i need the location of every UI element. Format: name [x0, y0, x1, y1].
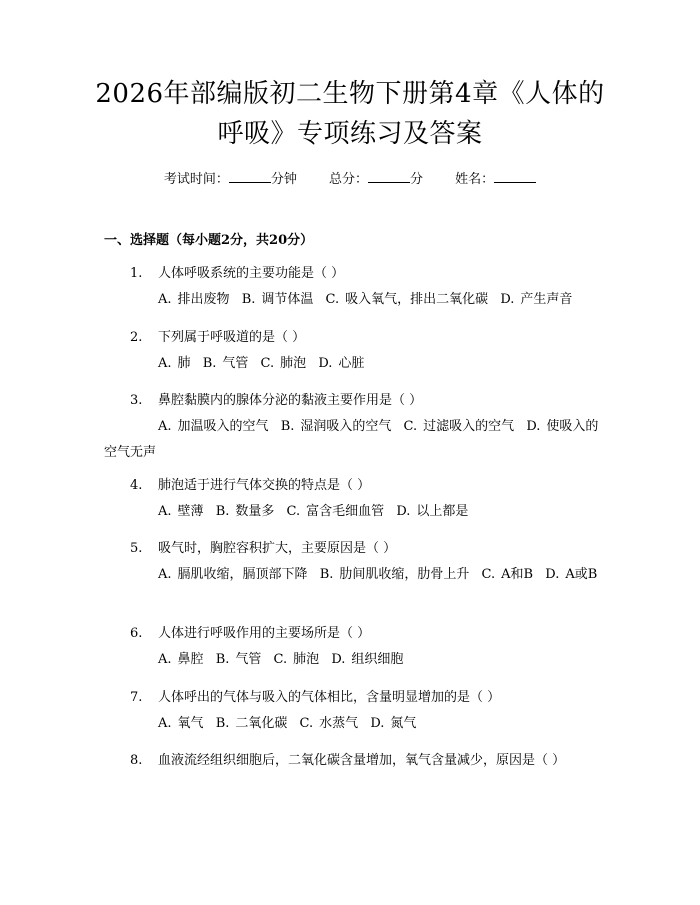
question-text: 人体呼出的气体与吸入的气体相比，含量明显增加的是（ ）	[158, 690, 501, 705]
name-field	[455, 168, 536, 187]
question-number: 5.	[130, 541, 143, 556]
question-number: 1.	[130, 266, 143, 281]
question-8	[130, 749, 565, 768]
total-score-blank	[368, 170, 410, 183]
question-text: 肺泡适于进行气体交换的特点是（ ）	[158, 478, 371, 493]
option-d: D. 以上都是	[396, 504, 469, 519]
total-score-field	[329, 168, 423, 187]
exam-time-blank	[229, 170, 271, 183]
question-5-options	[104, 562, 604, 588]
question-text: 下列属于呼吸道的是（ ）	[158, 330, 306, 345]
question-2-options	[104, 351, 604, 377]
name-label: 姓名：	[455, 172, 495, 187]
option-d: D. 氮气	[370, 716, 417, 731]
question-7	[130, 686, 500, 705]
question-3-options	[104, 414, 604, 466]
question-text: 人体呼吸系统的主要功能是（ ）	[158, 266, 345, 281]
question-4-options	[104, 499, 604, 525]
name-blank	[494, 170, 536, 183]
option-c: C. 过滤吸入的空气	[403, 419, 515, 434]
option-b: B. 调节体温	[241, 292, 314, 307]
option-a: A. 壁薄	[158, 504, 204, 519]
option-b: B. 气管	[215, 652, 262, 667]
question-6	[130, 622, 370, 641]
option-a: A. 排出废物	[158, 292, 230, 307]
question-3	[130, 389, 422, 408]
total-score-unit: 分	[410, 172, 424, 187]
option-a: A. 肺	[158, 356, 191, 371]
exam-time-field	[164, 168, 297, 187]
option-d: D. 使吸入的空气无声	[104, 419, 599, 460]
document-title-line-2: 呼吸》专项练习及答案	[217, 119, 483, 149]
question-number: 4.	[130, 478, 143, 493]
option-d: D. 组织细胞	[331, 652, 404, 667]
question-text: 血液流经组织细胞后，二氧化碳含量增加，氧气含量减少，原因是（ ）	[158, 753, 566, 768]
option-a: A. 加温吸入的空气	[158, 419, 269, 434]
exam-info	[0, 168, 700, 187]
option-c: C. 肺泡	[273, 652, 320, 667]
question-text: 人体进行呼吸作用的主要场所是（ ）	[158, 626, 371, 641]
question-1-options	[104, 287, 604, 313]
option-d: D. 产生声音	[500, 292, 573, 307]
question-7-options	[104, 711, 604, 737]
option-a: A. 膈肌收缩，膈顶部下降	[158, 567, 308, 582]
exam-time-unit: 分钟	[270, 172, 297, 187]
question-1	[130, 262, 344, 281]
question-5	[130, 537, 396, 556]
option-b: B. 肋间肌收缩，肋骨上升	[319, 567, 470, 582]
exam-time-label: 考试时间：	[163, 172, 229, 187]
question-number: 8.	[130, 753, 143, 768]
option-d: D. A或B	[545, 567, 598, 582]
option-a: A. 鼻腔	[158, 652, 204, 667]
option-b: B. 二氧化碳	[215, 716, 288, 731]
question-number: 2.	[130, 330, 143, 345]
question-text: 鼻腔黏膜内的腺体分泌的黏液主要作用是（ ）	[158, 393, 423, 408]
question-6-options	[104, 647, 604, 673]
option-b: B. 数量多	[215, 504, 275, 519]
option-c: C. 肺泡	[260, 356, 307, 371]
option-c: C. A和B	[481, 567, 534, 582]
section-title: 一、选择题（每小题2分，共20分）	[104, 233, 314, 248]
question-4	[130, 474, 370, 493]
total-score-label: 总分：	[328, 172, 368, 187]
option-c: C. 富含毛细血管	[286, 504, 385, 519]
option-b: B. 湿润吸入的空气	[280, 419, 392, 434]
document-title-line-1: 2026年部编版初二生物下册第4章《人体的	[95, 79, 605, 109]
option-c: C. 水蒸气	[299, 716, 359, 731]
question-number: 6.	[130, 626, 143, 641]
question-number: 7.	[130, 690, 143, 705]
option-d: D. 心脏	[318, 356, 365, 371]
question-number: 3.	[130, 393, 143, 408]
question-2	[130, 326, 305, 345]
question-text: 吸气时，胸腔容积扩大，主要原因是（ ）	[158, 541, 397, 556]
option-c: C. 吸入氧气，排出二氧化碳	[325, 292, 489, 307]
option-a: A. 氧气	[158, 716, 204, 731]
option-b: B. 气管	[202, 356, 249, 371]
